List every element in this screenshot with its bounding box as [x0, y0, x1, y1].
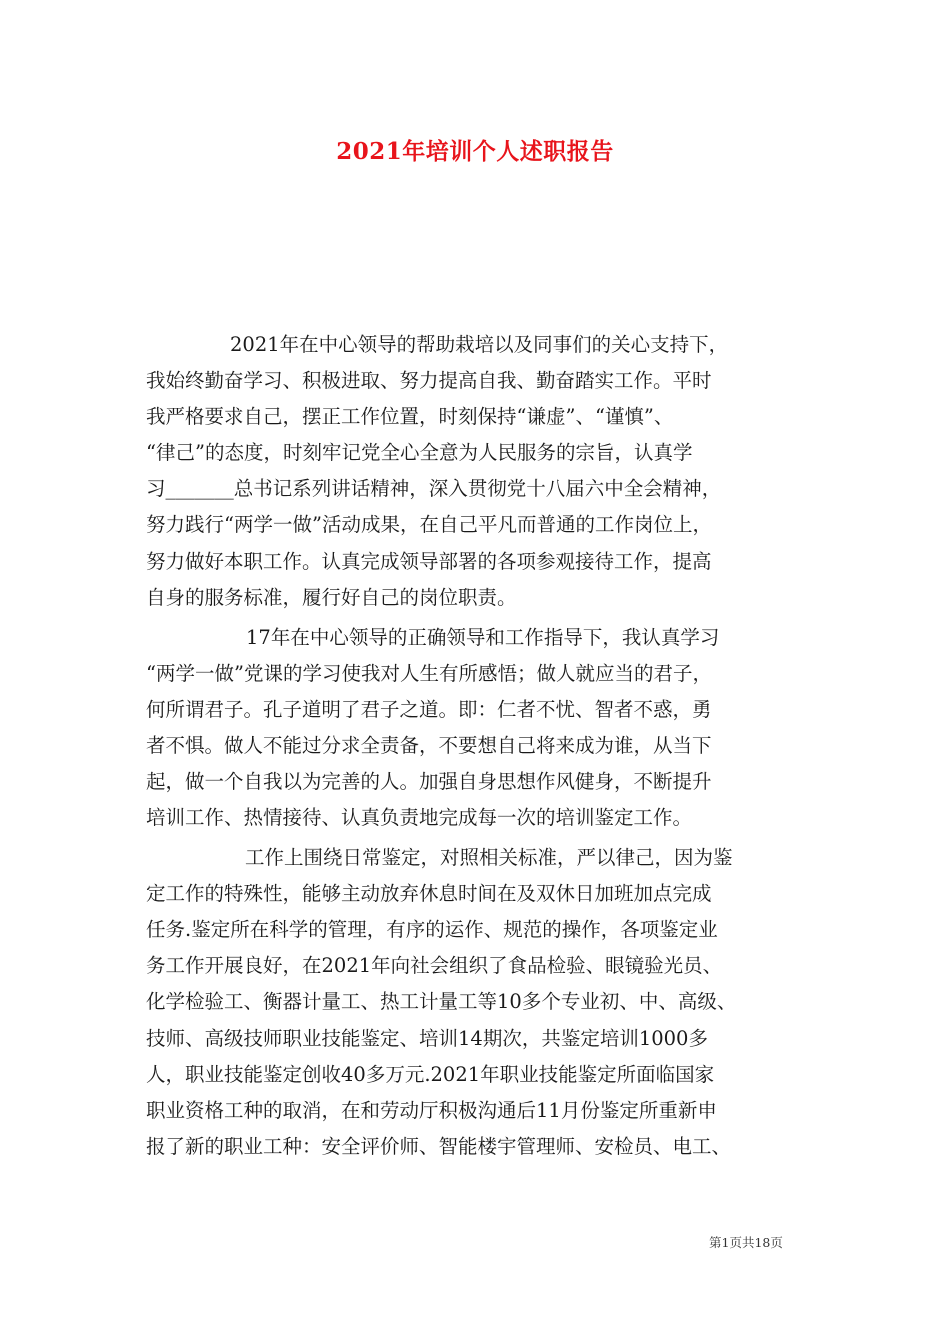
paragraph-2-line-1: 17年在中心领导的正确领导和工作指导下，我认真学习 [246, 626, 720, 649]
paragraph-2-line-2: “两学一做”党课的学习使我对人生有所感悟；做人就应当的君子， [146, 662, 712, 685]
paragraph-3-line-5: 化学检验工、衡器计量工、热工计量工等10多个专业初、中、高级、 [146, 990, 737, 1013]
page-footer: 第1页共18页 [709, 1235, 783, 1250]
document-title: 2021年培训个人述职报告 [336, 138, 614, 165]
paragraph-3-line-4: 务工作开展良好，在2021年向社会组织了食品检验、眼镜验光员、 [146, 954, 723, 977]
paragraph-2-line-5: 起，做一个自我以为完善的人。加强自身思想作风健身，不断提升 [146, 770, 712, 793]
paragraph-3-line-2: 定工作的特殊性，能够主动放弃休息时间在及双休日加班加点完成 [146, 882, 712, 905]
paragraph-1-line-3: 我严格要求自己，摆正工作位置，时刻保持“谦虚”、“谨慎”、 [146, 405, 674, 428]
paragraph-3-line-8: 职业资格工种的取消，在和劳动厅积极沟通后11月份鉴定所重新申 [146, 1099, 717, 1122]
paragraph-1-line-4: “律己”的态度，时刻牢记党全心全意为人民服务的宗旨，认真学 [146, 441, 693, 464]
paragraph-3-line-3: 任务.鉴定所在科学的管理，有序的运作、规范的操作，各项鉴定业 [146, 918, 718, 941]
paragraph-1-line-5: 习_______总书记系列讲话精神，深入贯彻党十八届六中全会精神， [146, 477, 722, 500]
paragraph-3-line-7: 人，职业技能鉴定创收40多万元.2021年职业技能鉴定所面临国家 [146, 1063, 715, 1086]
paragraph-2-line-3: 何所谓君子。孔子道明了君子之道。即：仁者不忧、智者不惑，勇 [146, 698, 712, 721]
paragraph-3-line-9: 报了新的职业工种：安全评价师、智能楼宇管理师、安检员、电工、 [146, 1135, 732, 1158]
paragraph-1-line-1: 2021年在中心领导的帮助栽培以及同事们的关心支持下， [230, 333, 729, 356]
paragraph-3-line-6: 技师、高级技师职业技能鉴定、培训14期次，共鉴定培训1000多 [146, 1027, 708, 1050]
paragraph-1-line-7: 努力做好本职工作。认真完成领导部署的各项参观接待工作，提高 [146, 550, 712, 573]
paragraph-1-line-2: 我始终勤奋学习、积极进取、努力提高自我、勤奋踏实工作。平时 [146, 369, 712, 392]
paragraph-3-line-1: 工作上围绕日常鉴定，对照相关标准，严以律己，因为鉴 [245, 846, 733, 869]
paragraph-1-line-6: 努力践行“两学一做”活动成果，在自己平凡而普通的工作岗位上， [146, 513, 712, 536]
paragraph-2-line-4: 者不惧。做人不能过分求全责备，不要想自己将来成为谁，从当下 [146, 734, 712, 757]
paragraph-1-line-8: 自身的服务标准，履行好自己的岗位职责。 [146, 586, 517, 609]
paragraph-2-line-6: 培训工作、热情接待、认真负责地完成每一次的培训鉴定工作。 [146, 806, 693, 829]
